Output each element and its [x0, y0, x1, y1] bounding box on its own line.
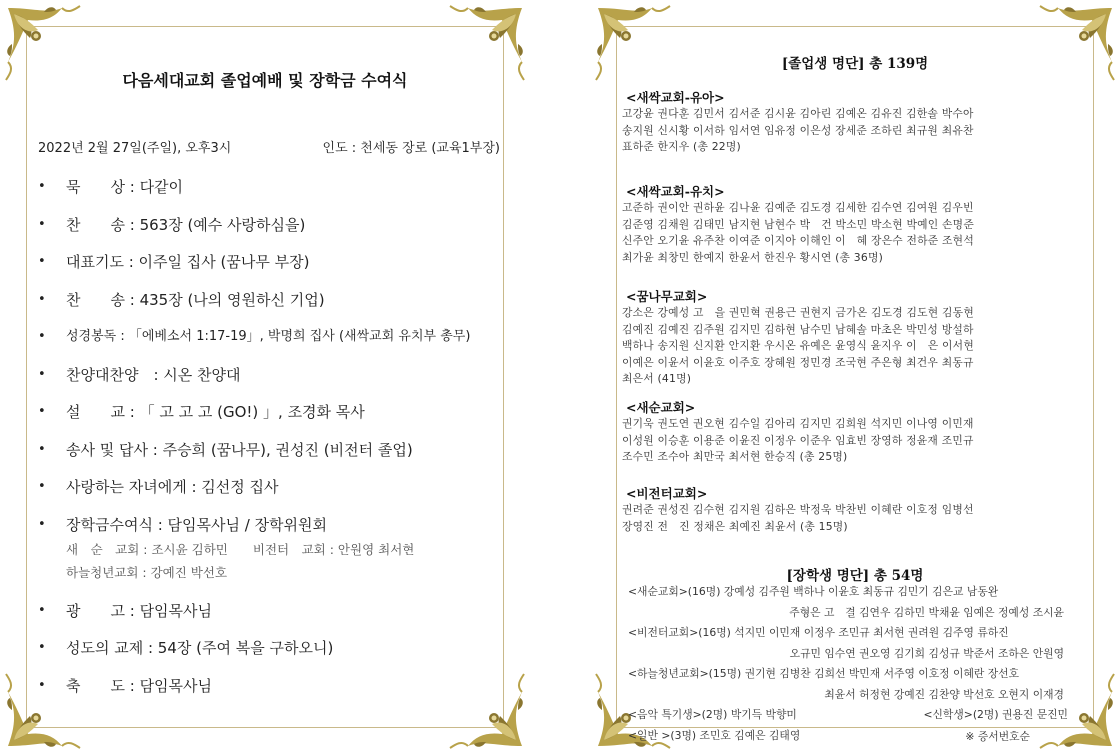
group-name: <새순교회>: [626, 400, 696, 415]
scholarship-recipients-1: 새 순 교회 : 조시윤 김하민 비전터 교회 : 안원영 최서현: [66, 541, 415, 557]
scholarship-title: [장학생 명단] 총 54명: [786, 568, 924, 584]
order-item: • 송사 및 답사 : 주승희 (꿈나무), 권성진 (비전터 졸업): [38, 440, 413, 459]
scholarship-list: [628, 582, 1068, 746]
floral-corner-ornament-icon: [594, 4, 674, 84]
group-line: 최은서 (41명): [622, 372, 692, 385]
order-item: • 사랑하는 자녀에게 : 김선정 집사: [38, 478, 279, 496]
music-scholars: <음악 특기생>(2명) 박기득 박향미: [628, 708, 797, 721]
group-line: 강소은 강예성 고 을 권민혁 권용근 권현지 금가온 김도경 김도현 김동현: [622, 306, 974, 319]
group-name: <새싹교회-유치>: [626, 184, 725, 199]
order-item: • 장학금수여식 : 담임목사님 / 장학위원회 새 순 교회 : 조시윤 김하민 비전터 교회 : 안원영 최서현 하늘청년교회 : 강예진 박선호: [38, 514, 508, 600]
general-scholars: <일반 >(3명) 조민호 김예은 김태영: [628, 728, 801, 742]
order-item: • 찬 송 : 435장 (나의 영원하신 기업): [38, 290, 325, 309]
group-line: 장영진 전 진 정채은 최예진 최윤서 (총 15명): [622, 519, 848, 533]
order-item: • 광 고 : 담임목사님: [38, 601, 213, 620]
scholarship-line: 오규민 임수연 권오영 김기희 김성규 박준서 조하은 안원영: [789, 646, 1064, 660]
order-item: • 축 도 : 담임목사님: [38, 676, 213, 695]
scholarship-line: <새순교회>(16명) 강예성 김주원 백하나 이윤호 최동규 김민기 김은교 남동완: [628, 585, 999, 598]
graduate-group: [622, 400, 1054, 466]
order-item: • 성경봉독 : 「에베소서 1:17-19」, 박명희 집사 (새싹교회 유치부 총무): [38, 326, 508, 364]
group-name: <꿈나무교회>: [626, 289, 708, 304]
group-line: 고강윤 권다훈 김민서 김서준 김시윤 김아린 김예온 김유진 김한솔 박수아: [622, 107, 974, 120]
service-leader: 인도 : 천세동 장로 (교육1부장): [322, 141, 500, 156]
order-item: • 찬양대찬양 : 시온 찬양대: [38, 365, 241, 384]
bullet: •: [38, 516, 46, 532]
group-line: 김예진 김예진 김주원 김지민 김하현 남수민 남혜솔 마초은 박민성 방설하: [622, 322, 974, 336]
scholarship-line: <비전터교회>(16명) 석지민 이민재 이정우 조민규 최서현 권려원 김주영 류하진: [628, 626, 1009, 639]
bullet: •: [38, 677, 46, 693]
order-item: • 찬 송 : 563장 (예수 사랑하심을): [38, 215, 306, 234]
group-line: 이성원 이승훈 이용준 이윤진 이정우 이준우 임효빈 장영하 정윤재 조민규: [622, 433, 974, 447]
graduate-group: [622, 90, 1054, 156]
order-item: • 설 교 : 「 고 고 고 (GO!) 」, 조경화 목사: [38, 403, 365, 421]
group-line: 권려준 권성진 김수현 김지원 김하은 박정욱 박찬빈 이혜란 이호정 임병선: [622, 503, 974, 516]
scholarship-line: <하늘청년교회>(15명) 권기현 김병찬 김희선 박민재 서주영 이호정 이혜란 장선호: [628, 667, 1020, 680]
service-info: [38, 137, 500, 156]
graduate-group: [622, 486, 1054, 535]
bullet: •: [38, 602, 46, 618]
group-name: <새싹교회-유아>: [626, 90, 725, 105]
left-page: [4, 4, 526, 750]
footnote: ※ 증서번호순: [965, 730, 1030, 743]
bullet: •: [38, 366, 46, 382]
page-title: 다음세대교회 졸업예배 및 장학금 수여식: [122, 71, 408, 90]
scholarship-line: 최윤서 허정현 강예진 김찬양 박선호 오현지 이재경: [824, 687, 1064, 701]
bullet: •: [38, 291, 46, 307]
graduates-title: [졸업생 명단] 총 139명: [781, 56, 929, 72]
group-line: 신주안 오기윤 유주찬 이여준 이지아 이해인 이 혜 장은수 전하준 조현석: [622, 234, 974, 247]
order-of-service: [38, 176, 508, 712]
group-line: 권기욱 권도연 권오현 김수일 김아리 김지민 김희원 석지민 이나영 이민재: [622, 417, 974, 430]
group-line: 표하준 한지우 (총 22명): [622, 140, 741, 153]
group-line: 고준하 권이안 권하윤 김나윤 김예준 김도경 김세한 김수연 김여원 김우빈: [622, 201, 974, 214]
order-item: • 성도의 교제 : 54장 (주여 복을 구하오니): [38, 639, 334, 657]
bullet: •: [38, 216, 46, 232]
bullet: •: [38, 441, 46, 457]
graduate-group: [622, 289, 1054, 388]
group-line: 조수민 조수아 최만국 최서현 한승직 (총 25명): [622, 450, 848, 463]
bullet: •: [38, 404, 46, 419]
floral-corner-ornament-icon: [1036, 4, 1116, 84]
group-line: 송지원 신시황 이서하 임서연 임유정 이은성 장세준 조하린 최규원 최유찬: [622, 123, 974, 137]
bullet: •: [38, 640, 46, 655]
order-item: • 묵 상 : 다같이: [38, 178, 184, 196]
theology-scholars: <신학생>(2명) 권용진 문진민: [923, 708, 1068, 721]
order-item: • 대표기도 : 이주일 집사 (꿈나무 부장): [38, 253, 310, 271]
graduate-group: [622, 184, 1054, 266]
bullet: •: [38, 179, 46, 194]
bullet: •: [38, 254, 46, 269]
bullet: •: [38, 479, 46, 494]
group-line: 이예은 이윤서 이윤호 이주호 장혜원 정민경 조국현 주은형 최건우 최동규: [622, 355, 974, 369]
service-date: 2022년 2월 27일(주일), 오후3시: [38, 141, 232, 156]
bullet: •: [38, 329, 46, 344]
right-page: [594, 4, 1116, 750]
group-line: 김준영 김채원 김태민 남지현 남현수 박 건 박소민 박소현 박예인 손명준: [622, 217, 974, 231]
group-name: <비전터교회>: [626, 486, 708, 501]
scholarship-recipients-2: 하늘청년교회 : 강예진 박선호: [66, 564, 228, 580]
scholarship-line: 주형은 고 결 김연우 김하민 박채윤 임예은 정예성 조시윤: [789, 605, 1064, 619]
group-line: 백하나 송지원 신지환 안지환 우시온 유예은 윤영식 윤지우 이 은 이서현: [622, 339, 974, 352]
scholarship-special-row: [628, 705, 1068, 726]
group-line: 최가윤 최창민 한예지 한윤서 한진우 황시연 (총 36명): [622, 250, 883, 264]
